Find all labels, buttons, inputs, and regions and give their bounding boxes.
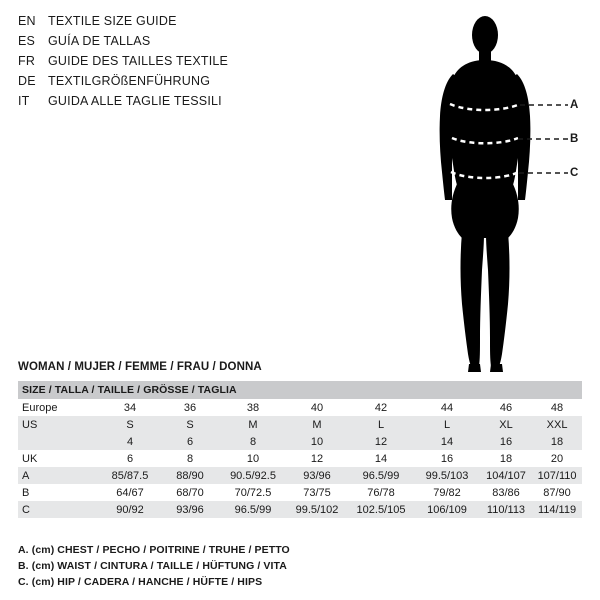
cell: 18 <box>532 433 582 450</box>
cell: 87/90 <box>532 484 582 501</box>
cell: 76/78 <box>348 484 414 501</box>
language-text-fr: GUIDE DES TAILLES TEXTILE <box>48 54 229 68</box>
cell: 20 <box>532 450 582 467</box>
cell: 12 <box>286 450 348 467</box>
note-hip: C. (cm) HIP / CADERA / HANCHE / HÜFTE / HIPS <box>18 576 263 588</box>
row-label-b: B <box>18 484 100 501</box>
cell: 114/119 <box>532 501 582 518</box>
cell: 73/75 <box>286 484 348 501</box>
measure-label-b: B <box>570 133 579 145</box>
table-row <box>18 399 582 416</box>
cell: 16 <box>414 450 480 467</box>
cell: 16 <box>480 433 532 450</box>
cell: 42 <box>348 399 414 416</box>
size-table-wrapper <box>18 381 582 518</box>
language-text-es: GUÍA DE TALLAS <box>48 34 151 48</box>
row-label-us-numeric <box>18 433 100 450</box>
cell: M <box>286 416 348 433</box>
cell: 93/96 <box>160 501 220 518</box>
cell: 14 <box>348 450 414 467</box>
row-label-europe: Europe <box>18 399 100 416</box>
cell: 85/87.5 <box>100 467 160 484</box>
cell: M <box>220 416 286 433</box>
cell: 10 <box>286 433 348 450</box>
cell: 64/67 <box>100 484 160 501</box>
table-row <box>18 467 582 484</box>
cell: S <box>100 416 160 433</box>
row-label-us: US <box>18 416 100 433</box>
cell: 90.5/92.5 <box>220 467 286 484</box>
table-row <box>18 484 582 501</box>
cell: 93/96 <box>286 467 348 484</box>
silhouette-svg <box>400 8 600 378</box>
row-label-uk: UK <box>18 450 100 467</box>
cell: 40 <box>286 399 348 416</box>
language-title-list <box>18 14 378 114</box>
language-text-en: TEXTILE SIZE GUIDE <box>48 14 177 28</box>
table-row <box>18 416 582 433</box>
cell: 18 <box>480 450 532 467</box>
cell: 70/72.5 <box>220 484 286 501</box>
cell: 99.5/102 <box>286 501 348 518</box>
cell: 104/107 <box>480 467 532 484</box>
cell: L <box>414 416 480 433</box>
language-row-en <box>18 14 378 34</box>
cell: 96.5/99 <box>348 467 414 484</box>
cell: XL <box>480 416 532 433</box>
note-waist: B. (cm) WAIST / CINTURA / TAILLE / HÜFTUNG / VITA <box>18 560 287 572</box>
cell: 96.5/99 <box>220 501 286 518</box>
silhouette-body <box>440 16 531 372</box>
table-row <box>18 450 582 467</box>
cell: 110/113 <box>480 501 532 518</box>
cell: 48 <box>532 399 582 416</box>
language-row-de <box>18 74 378 94</box>
measurement-notes <box>18 542 518 590</box>
table-row <box>18 433 582 450</box>
cell: 88/90 <box>160 467 220 484</box>
cell: 4 <box>100 433 160 450</box>
table-row <box>18 501 582 518</box>
cell: 107/110 <box>532 467 582 484</box>
cell: 46 <box>480 399 532 416</box>
table-header-label: SIZE / TALLA / TAILLE / GRÖSSE / TAGLIA <box>18 381 582 399</box>
cell: S <box>160 416 220 433</box>
cell: 79/82 <box>414 484 480 501</box>
language-row-it <box>18 94 378 114</box>
language-code-es: ES <box>18 34 36 48</box>
cell: 8 <box>160 450 220 467</box>
row-label-a: A <box>18 467 100 484</box>
note-chest: A. (cm) CHEST / PECHO / POITRINE / TRUHE / PETTO <box>18 544 290 556</box>
language-row-es <box>18 34 378 54</box>
cell: 6 <box>160 433 220 450</box>
cell: 34 <box>100 399 160 416</box>
language-code-fr: FR <box>18 54 36 68</box>
measure-label-c: C <box>570 167 579 179</box>
cell: 83/86 <box>480 484 532 501</box>
cell: 44 <box>414 399 480 416</box>
cell: 99.5/103 <box>414 467 480 484</box>
cell: 68/70 <box>160 484 220 501</box>
language-text-de: TEXTILGRÖßENFÜHRUNG <box>48 74 211 88</box>
female-silhouette-figure <box>400 8 600 378</box>
cell: 106/109 <box>414 501 480 518</box>
cell: 10 <box>220 450 286 467</box>
language-code-en: EN <box>18 14 36 28</box>
row-label-c: C <box>18 501 100 518</box>
language-code-it: IT <box>18 94 30 108</box>
language-text-it: GUIDA ALLE TAGLIE TESSILI <box>48 94 222 108</box>
cell: 36 <box>160 399 220 416</box>
measure-label-a: A <box>570 99 579 111</box>
cell: 14 <box>414 433 480 450</box>
table-header-row <box>18 381 582 399</box>
cell: 38 <box>220 399 286 416</box>
cell: 102.5/105 <box>348 501 414 518</box>
woman-section-heading: WOMAN / MUJER / FEMME / FRAU / DONNA <box>18 361 262 373</box>
cell: L <box>348 416 414 433</box>
size-table <box>18 381 582 518</box>
cell: 8 <box>220 433 286 450</box>
cell: 90/92 <box>100 501 160 518</box>
cell: 12 <box>348 433 414 450</box>
language-row-fr <box>18 54 378 74</box>
cell: XXL <box>532 416 582 433</box>
language-code-de: DE <box>18 74 36 88</box>
cell: 6 <box>100 450 160 467</box>
